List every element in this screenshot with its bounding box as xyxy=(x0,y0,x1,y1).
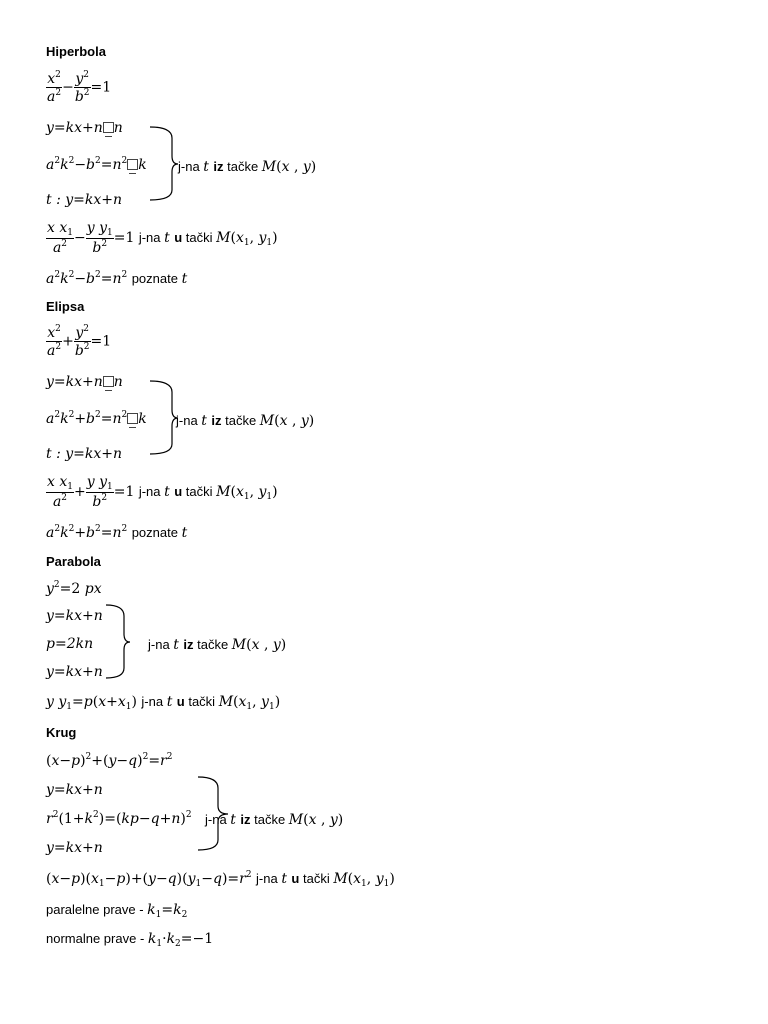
paralelne-prave-formula: $k_1=k_2$ xyxy=(147,902,188,920)
krug-condition: $r^2(1+k^2)=(kp-q+n)^2$ xyxy=(46,810,192,827)
normalne-prave-label: normalne prave - xyxy=(46,931,148,946)
normalne-prave-row xyxy=(46,930,213,949)
hiperbola-brace-label: j-na t iz tačke M(x , y) xyxy=(178,159,317,175)
parabola-condition: p=2kn xyxy=(46,636,94,652)
krug-line-equation-2: y=kx+n xyxy=(46,840,103,856)
elipsa-line-equation: y=kx+n n xyxy=(46,374,123,390)
elipsa-tangent-at-point: $\frac{x x_1}{a^2}$ + $\frac{y y_1}{b^2}$ =1 j-na t u tački $M(x_1$, $y_1$) xyxy=(47,474,278,511)
section-title-krug: Krug xyxy=(46,725,77,740)
hiperbola-tangent-at-point: $\frac{x x_1}{a^2}$ − $\frac{y y_1}{b^2}$ =1 j-na t u tački $M(x_1$, $y_1$) xyxy=(47,220,278,257)
krug-brace-label: j-na t iz tačke M(x , y) xyxy=(205,812,344,828)
normalne-prave-formula: $k_1\cdot k_2=-1$ xyxy=(147,931,214,949)
parabola-line-equation-2: y=kx+n xyxy=(46,664,103,680)
hiperbola-known-condition: $a^2k^2-b^2=n^2$ poznate t xyxy=(46,270,188,287)
paralelne-prave-row xyxy=(46,901,187,920)
hiperbola-line-equation: y=kx+n n xyxy=(46,120,123,136)
elipsa-known-condition: $a^2k^2+b^2=n^2$ poznate t xyxy=(46,524,188,541)
krug-line-equation: y=kx+n xyxy=(46,782,103,798)
krug-tangent-at-point: $(x-p)(x_1-p)+(y-q)(y_1-q)=r^2$ j-na t u tački $M(x_1$, $y_1$) xyxy=(46,870,395,889)
hiperbola-tangent-line: t : y=kx+n xyxy=(46,192,123,208)
hiperbola-equation: $\frac{x^2}{a^2}$ − $\frac{y^2}{b^2}$ =1 xyxy=(47,70,112,106)
krug-equation: $(x-p)^2+(y-q)^2=r^2$ xyxy=(46,752,173,769)
parabola-tangent-at-point: y $y_1=p(x+x_1)$ j-na t u tački $M(x_1$, $y_1$) xyxy=(46,694,281,712)
hiperbola-condition: $a^2k^2-b^2=n^2$ k xyxy=(46,156,147,173)
section-title-hiperbola: Hiperbola xyxy=(46,44,106,59)
elipsa-brace-label: j-na t iz tačke M(x , y) xyxy=(176,413,315,429)
parabola-line-equation: y=kx+n xyxy=(46,608,103,624)
paralelne-prave-label: paralelne prave - xyxy=(46,902,148,917)
parabola-brace xyxy=(106,604,136,680)
elipsa-equation: $\frac{x^2}{a^2}$ + $\frac{y^2}{b^2}$ =1 xyxy=(47,324,112,360)
parabola-equation: $y^2=2$ px xyxy=(46,580,102,597)
hiperbola-brace xyxy=(150,126,180,202)
elipsa-condition: $a^2k^2+b^2=n^2$ k xyxy=(46,410,147,427)
elipsa-tangent-line: t : y=kx+n xyxy=(46,446,123,462)
section-title-elipsa: Elipsa xyxy=(46,299,85,314)
parabola-brace-label: j-na t iz tačke M(x , y) xyxy=(148,637,287,653)
section-title-parabola: Parabola xyxy=(46,554,101,569)
